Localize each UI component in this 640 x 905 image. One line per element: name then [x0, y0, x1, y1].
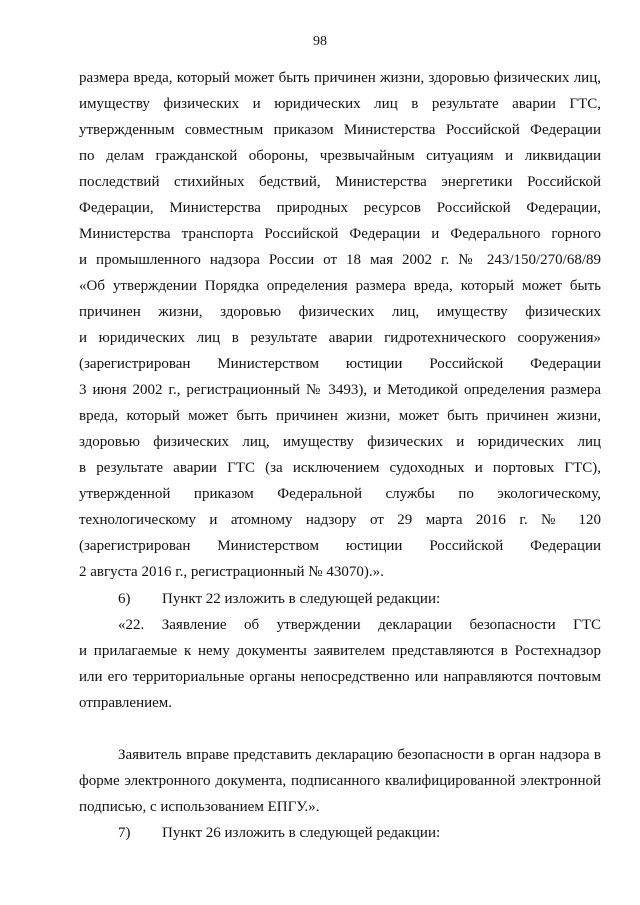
paragraph-applicant	[79, 742, 601, 820]
list-item-7	[79, 820, 601, 846]
text-line: (зарегистрирован Министерством юстиции Российской Федерации	[79, 538, 601, 554]
text-line: имуществу физических и юридических лиц в результате аварии ГТС,	[79, 96, 601, 112]
text-line: и промышленного надзора России от 18 мая 2002 г. № 243/150/270/68/89	[79, 252, 601, 268]
text-line: и прилагаемые к нему документы заявителем представляются в Ростехнадзор	[79, 643, 601, 659]
paragraph-damage-assessment	[79, 65, 601, 585]
text-line: последствий стихийных бедствий, Министерства энергетики Российской	[79, 174, 601, 190]
paragraph-item-22	[79, 612, 601, 716]
list-item-line	[79, 820, 601, 846]
text-line: или его территориальные органы непосредственно или направляются почтовым	[79, 669, 601, 685]
page-number: 98	[313, 34, 327, 49]
text-line: причинен жизни, здоровью физических лиц, имуществу физических	[79, 304, 601, 320]
text-line: Федерации, Министерства природных ресурсов Российской Федерации,	[79, 200, 601, 216]
list-item-number: 6)	[118, 591, 131, 607]
text-line: Министерства транспорта Российской Федерации и Федерального горного	[79, 226, 601, 242]
list-item-6	[79, 586, 601, 612]
text-line: здоровью физических лиц, имуществу физических и юридических лиц	[79, 434, 601, 450]
list-item-line	[79, 586, 601, 612]
text-line: подписью, с использованием ЕПГУ.».	[79, 799, 320, 815]
text-line: 2 августа 2016 г., регистрационный № 43070).».	[79, 564, 384, 580]
text-line: по делам гражданской обороны, чрезвычайным ситуациям и ликвидации	[79, 148, 601, 164]
text-line: (зарегистрирован Министерством юстиции Российской Федерации	[79, 356, 601, 372]
text-line: Заявитель вправе представить декларацию безопасности в орган надзора в	[118, 747, 601, 763]
text-line: 3 июня 2002 г., регистрационный № 3493), и Методикой определения размера	[79, 382, 601, 398]
text-line: отправлением.	[79, 695, 173, 711]
list-item-text: Пункт 22 изложить в следующей редакции:	[162, 591, 441, 607]
list-item-number: 7)	[118, 825, 131, 841]
text-line: «22. Заявление об утверждении декларации безопасности ГТС	[118, 617, 601, 633]
text-line: форме электронного документа, подписанного квалифицированной электронной	[79, 773, 601, 789]
list-item-text: Пункт 26 изложить в следующей редакции:	[162, 825, 441, 841]
text-line: вреда, который может быть причинен жизни, может быть причинен жизни,	[79, 408, 601, 424]
text-line: и юридических лиц в результате аварии гидротехнического сооружения»	[79, 330, 601, 346]
text-line: «Об утверждении Порядка определения размера вреда, который может быть	[79, 278, 601, 294]
text-line: технологическому и атомному надзору от 29 марта 2016 г. № 120	[79, 512, 601, 528]
text-line: размера вреда, который может быть причинен жизни, здоровью физических лиц,	[79, 70, 601, 86]
text-line: утвержденным совместным приказом Министерства Российской Федерации	[79, 122, 601, 138]
text-line: в результате аварии ГТС (за исключением судоходных и портовых ГТС),	[79, 460, 601, 476]
text-line: утвержденной приказом Федеральной службы по экологическому,	[79, 486, 601, 502]
